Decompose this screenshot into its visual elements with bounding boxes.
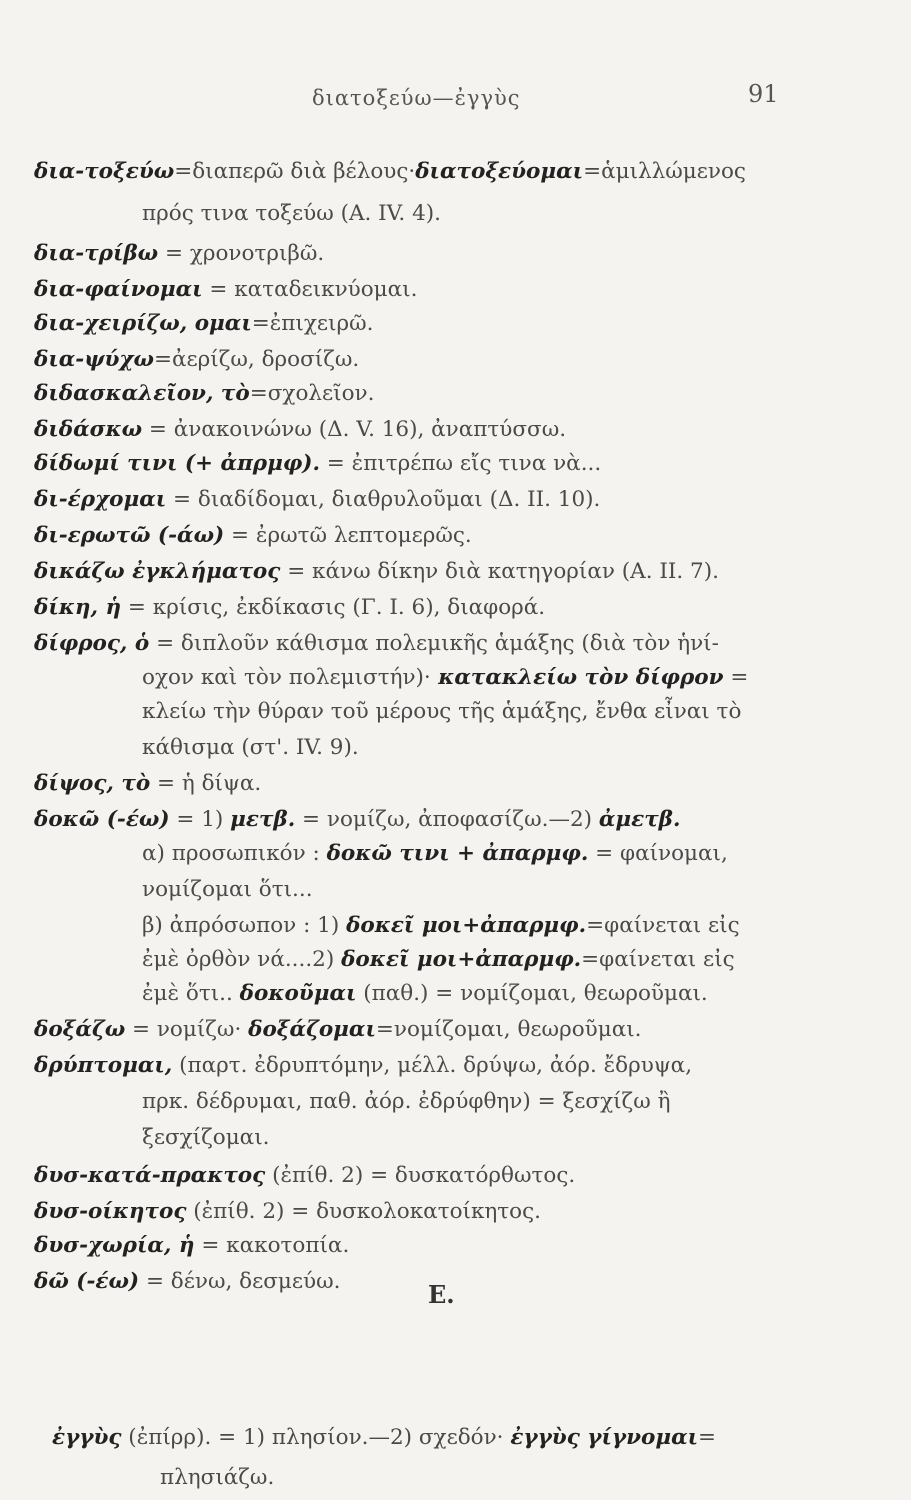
definition: νομίζομαι ὅτι... [142, 877, 313, 902]
definition: (ἐπίθ. 2) = δυσκατόρθωτος. [265, 1163, 576, 1188]
entry-line [34, 240, 324, 268]
definition: β) ἀπρόσωπον : 1) [142, 913, 347, 938]
entry-line [142, 946, 735, 974]
definition: (παρτ. ἐδρυπτόμην, μέλλ. δρύψω, ἀόρ. ἔδρυψα, [172, 1053, 693, 1078]
definition: = καταδεικνύομαι. [202, 277, 418, 302]
definition: =φαίνεται εἰς [581, 947, 735, 972]
entry-line [34, 630, 719, 658]
headword: δικάζω ἐγκλήματος [34, 559, 281, 584]
entry-line [34, 346, 359, 374]
italic-phrase: ἀμετβ. [598, 807, 681, 832]
entry-line [34, 416, 566, 444]
headword: δίφρος, ὁ [34, 631, 150, 656]
entry-line [34, 1268, 340, 1296]
definition: κλείω τὴν θύραν τοῦ μέρους τῆς ἁμάξης, ἔνθα εἶναι τὸ [142, 699, 742, 724]
headword: δια-φαίνομαι [34, 277, 203, 302]
definition: (ἐπίθ. 2) = δυσκολοκατοίκητος. [186, 1199, 542, 1224]
definition: (ἐπίρρ). = 1) πλησίον.—2) σχεδόν· [121, 1425, 511, 1450]
italic-phrase: ἐγγὺς γίγνομαι [510, 1425, 699, 1450]
headword: δίκη, ἡ [34, 595, 122, 620]
entry-line [142, 912, 740, 940]
headword: δυσ-κατά-πρακτος [34, 1163, 266, 1188]
italic-phrase: δοκῶ τινι + ἀπαρμφ. [326, 841, 589, 866]
headword: ἐγγὺς [52, 1425, 122, 1450]
definition: = ἀνακοινώνω (Δ. V. 16), ἀναπτύσσω. [142, 417, 567, 442]
entry-line [34, 770, 261, 798]
definition: = χρονοτριβῶ. [158, 241, 325, 266]
definition: α) προσωπικόν : [142, 841, 327, 866]
entry-line [142, 980, 708, 1008]
definition: = νομίζω· [125, 1017, 249, 1042]
entry-line [34, 158, 746, 186]
definition: (παθ.) = νομίζομαι, θεωροῦμαι. [356, 981, 708, 1006]
entry-line [34, 1162, 575, 1190]
entry-line [52, 1424, 716, 1452]
headword: διδασκαλεῖον, τὸ [34, 381, 250, 406]
definition: ἐμὲ ὅτι.. [142, 981, 240, 1006]
definition: ξεσχίζομαι. [142, 1125, 270, 1150]
headword: δῶ (-έω) [34, 1269, 140, 1294]
entry-line [34, 486, 600, 514]
section-letter: Ε. [428, 1280, 455, 1309]
headword: δια-τρίβω [34, 241, 159, 266]
definition: πρός τινα τοξεύω (Α. IV. 4). [142, 201, 442, 226]
entry-line [34, 310, 373, 338]
headword: δίψος, τὸ [34, 771, 151, 796]
definition: = [698, 1425, 717, 1450]
entry-line [142, 840, 728, 868]
definition: πρκ. δέδρυμαι, παθ. ἀόρ. ἐδρύφθην) = ξεσχίζω ἢ [142, 1089, 671, 1114]
entry-line [34, 594, 545, 622]
definition: = κρίσις, ἐκδίκασις (Γ. I. 6), διαφορά. [121, 595, 546, 620]
entry-line [142, 664, 748, 692]
entry-line [34, 558, 719, 586]
italic-phrase: κατακλείω τὸν δίφρον [430, 665, 724, 690]
italic-phrase: δοκεῖ μοι+ἀπαρμφ. [346, 913, 587, 938]
headword: δι-έρχομαι [34, 487, 167, 512]
entry-line [142, 1124, 269, 1152]
entry-line [160, 1464, 274, 1492]
entry-line [34, 1198, 541, 1226]
entry-line [142, 734, 359, 762]
definition: = ἐρωτῶ λεπτομερῶς. [224, 523, 472, 548]
definition: = ἡ δίψα. [150, 771, 262, 796]
headword: διδάσκω [34, 417, 143, 442]
definition: = δένω, δεσμεύω. [139, 1269, 341, 1294]
headword: δια-τοξεύω [34, 159, 175, 184]
definition: = [723, 665, 749, 690]
definition: = κάνω δίκην διὰ κατηγορίαν (Α. II. 7). [280, 559, 719, 584]
entry-line [34, 276, 417, 304]
definition: πλησιάζω. [160, 1465, 275, 1490]
definition: =φαίνεται εἰς [586, 913, 740, 938]
entry-line [34, 1016, 642, 1044]
entry-line [142, 200, 441, 228]
headword: δυσ-χωρία, ἡ [34, 1233, 195, 1258]
definition: = 1) [169, 807, 231, 832]
definition: =ἀερίζω, δροσίζω. [153, 347, 360, 372]
definition: = νομίζω, ἀποφασίζω.—2) [295, 807, 599, 832]
entry-line [34, 522, 472, 550]
italic-phrase: μετβ. [230, 807, 296, 832]
entry-line [34, 380, 374, 408]
definition: = φαίνομαι, [588, 841, 728, 866]
entry-line [142, 698, 741, 726]
headword: δια-ψύχω [34, 347, 154, 372]
definition: οχον καὶ τὸν πολεμιστήν)· [142, 665, 431, 690]
definition: =σχολεῖον. [249, 381, 375, 406]
definition: =ἐπιχειρῶ. [251, 311, 374, 336]
entry-line [34, 450, 601, 478]
entry-line [142, 876, 313, 904]
entry-line [142, 1088, 670, 1116]
headword: δυσ-οίκητος [34, 1199, 187, 1224]
definition: =ἁμιλλώμενος [583, 159, 746, 184]
italic-phrase: δοξάζομαι [248, 1017, 376, 1042]
italic-phrase: δοκεῖ μοι+ἀπαρμφ. [341, 947, 582, 972]
entry-line [34, 1052, 692, 1080]
definition: =διαπερῶ διὰ βέλους· [174, 159, 416, 184]
definition: κάθισμα (στ'. IV. 9). [142, 735, 359, 760]
definition: ἐμὲ ὀρθὸν νά....2) [142, 947, 342, 972]
running-head: διατοξεύω—ἐγγὺς [312, 86, 521, 110]
definition: = κακοτοπία. [194, 1233, 350, 1258]
italic-phrase: δοκοῦμαι [239, 981, 357, 1006]
headword: δρύπτομαι, [34, 1053, 173, 1078]
entry-line [34, 806, 680, 834]
entry-line [34, 1232, 349, 1260]
definition: = ἐπιτρέπω εἴς τινα νὰ... [319, 451, 602, 476]
definition: = διπλοῦν κάθισμα πολεμικῆς ἁμάξης (διὰ τὸν ἡνί- [149, 631, 719, 656]
headword: δοκῶ (-έω) [34, 807, 170, 832]
headword: δοξάζω [34, 1017, 126, 1042]
definition: =νομίζομαι, θεωροῦμαι. [375, 1017, 642, 1042]
definition: = διαδίδομαι, διαθρυλοῦμαι (Δ. II. 10). [166, 487, 601, 512]
page-header [0, 80, 911, 120]
headword: δια-χειρίζω, ομαι [34, 311, 252, 336]
page-number: 91 [748, 80, 779, 108]
headword: δι-ερωτῶ (-άω) [34, 523, 225, 548]
italic-phrase: διατοξεύομαι [415, 159, 584, 184]
headword: δίδωμί τινι (+ ἀπρμφ). [34, 451, 320, 476]
